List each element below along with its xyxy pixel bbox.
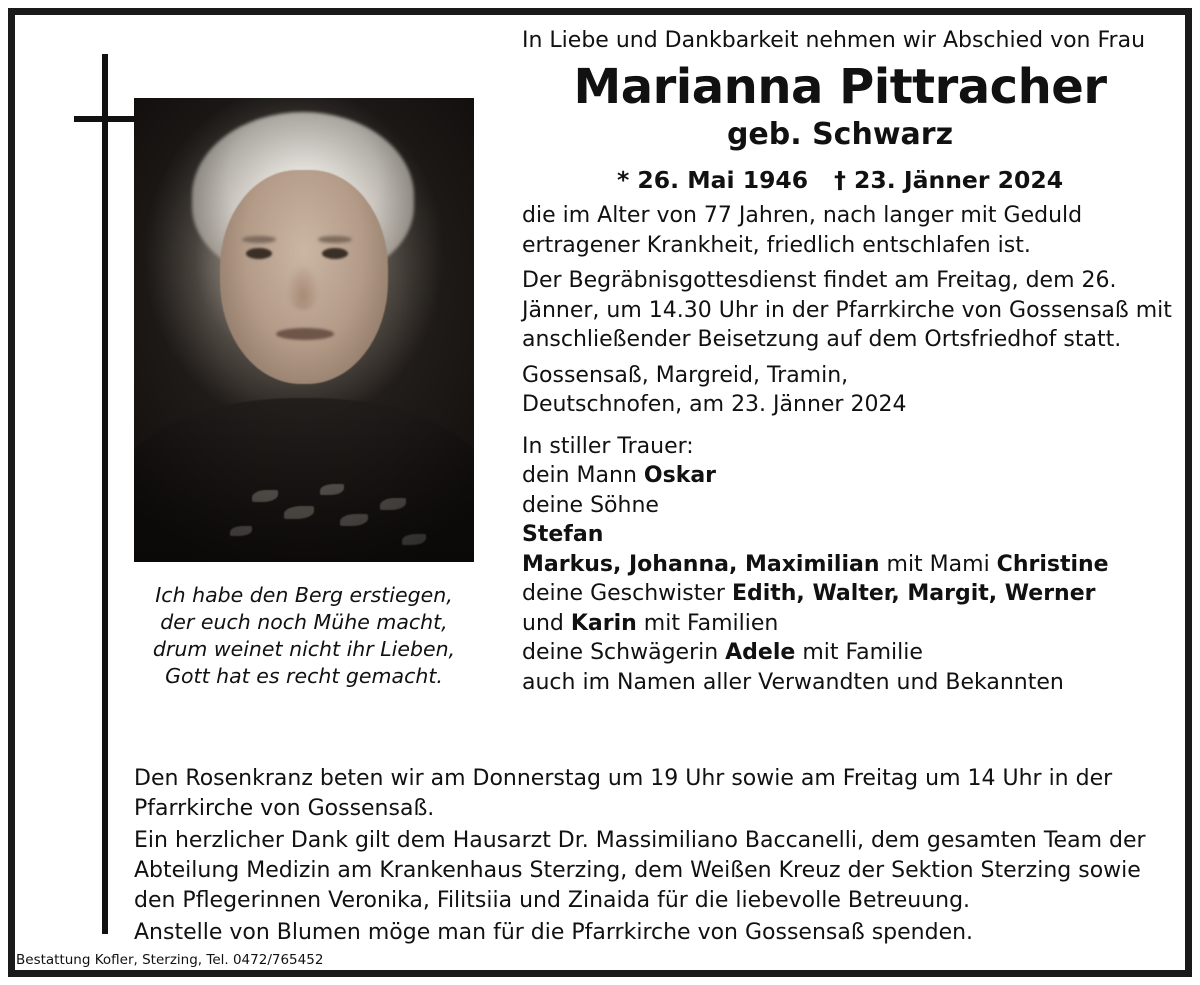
passing-paragraph: die im Alter von 77 Jahren, nach langer mit Geduld ertragener Krankheit, friedlich entschlafen ist.: [522, 203, 1083, 258]
mourners-son-stefan: Stefan: [522, 522, 604, 547]
places-line-1: Gossensaß, Margreid, Tramin,: [522, 362, 849, 388]
donation-paragraph: Anstelle von Blumen möge man für die Pfarrkirche von Gossensaß spenden.: [134, 920, 974, 945]
deceased-name: Marianna Pittracher: [573, 59, 1107, 115]
mourners-heading: In stiller Trauer:: [522, 433, 694, 459]
mourners-sister-in-law-post: mit Familie: [795, 640, 923, 665]
cross-vertical-bar: [102, 54, 108, 934]
mourners-block: [522, 432, 1178, 698]
portrait-photo: [134, 98, 474, 562]
mourners-sister-in-law-name: Adele: [725, 640, 796, 665]
mourners-and: und: [522, 610, 571, 636]
verse-line-4: Gott hat es recht gemacht.: [165, 664, 443, 688]
mourners-sister-in-law-label: deine Schwägerin: [522, 640, 726, 665]
verse-line-1: Ich habe den Berg erstiegen,: [155, 583, 453, 607]
places-line-2: Deutschnofen, am 23. Jänner 2024: [522, 392, 907, 417]
mourners-husband-name: Oskar: [643, 463, 717, 488]
mourners-siblings-label: deine Geschwister: [522, 581, 732, 606]
portrait-photo-image: [134, 98, 474, 562]
christian-cross-icon: [74, 54, 136, 934]
main-text-column: [502, 22, 1178, 697]
thanks-paragraph: Ein herzlicher Dank gilt dem Hausarzt Dr. Massimiliano Baccanelli, dem gesamten Team der Abteilung Medizin am Krankenhaus Sterzing, dem Weißen Kreuz der Sektion Sterzing sowie den Pflegerinnen Veronika, Filitsiia und Zinaida für die liebevolle Betreuung.: [134, 828, 1146, 913]
death-date: † 23. Jänner 2024: [834, 166, 1064, 194]
mourners-grandchildren: [522, 550, 1178, 580]
life-dates: [502, 165, 1178, 195]
rosary-paragraph: Den Rosenkranz beten wir am Donnerstag um 19 Uhr sowie am Freitag um 14 Uhr in der Pfarrkirche von Gossensaß.: [134, 766, 1113, 821]
mourners-with-families: mit Familien: [636, 610, 779, 636]
lead-text: In Liebe und Dankbarkeit nehmen wir Abschied von Frau: [522, 28, 1146, 53]
verse-line-2: der euch noch Mühe macht,: [160, 610, 448, 634]
birth-date: * 26. Mai 1946: [616, 166, 809, 194]
cross-horizontal-bar: [74, 116, 136, 122]
mourners-mother-christine: Christine: [996, 551, 1109, 577]
mourners-husband: [522, 461, 1178, 491]
mourners-husband-label: dein Mann: [522, 463, 644, 488]
mourners-grandchildren-mid: mit Mami: [879, 551, 997, 577]
memorial-verse: [126, 582, 482, 690]
mourners-grandchildren-names: Markus, Johanna, Maximilian: [522, 551, 880, 577]
mourners-sibling-karin: Karin: [570, 610, 637, 636]
bottom-text-block: [134, 764, 1178, 948]
funeral-paragraph: Der Begräbnisgottesdienst findet am Freitag, dem 26. Jänner, um 14.30 Uhr in der Pfarrkirche von Gossensaß mit anschließender Beisetzung auf dem Ortsfriedhof statt.: [522, 268, 1172, 352]
maiden-name: geb. Schwarz: [726, 117, 954, 152]
portrait-vignette: [134, 98, 474, 562]
mourners-sister-in-law: [522, 638, 1178, 668]
mourners-siblings: [522, 579, 1178, 609]
notice-content: [22, 22, 1178, 963]
mourners-sons-label: deine Söhne: [522, 492, 659, 518]
mourners-relatives: auch im Namen aller Verwandten und Bekannten: [522, 669, 1064, 695]
mourners-siblings-names: Edith, Walter, Margit, Werner: [731, 581, 1096, 606]
funeral-home-credit: Bestattung Kofler, Sterzing, Tel. 0472/765452: [16, 952, 324, 968]
verse-line-3: drum weinet nicht ihr Lieben,: [152, 637, 456, 661]
mourners-siblings-cont: [522, 609, 1178, 639]
